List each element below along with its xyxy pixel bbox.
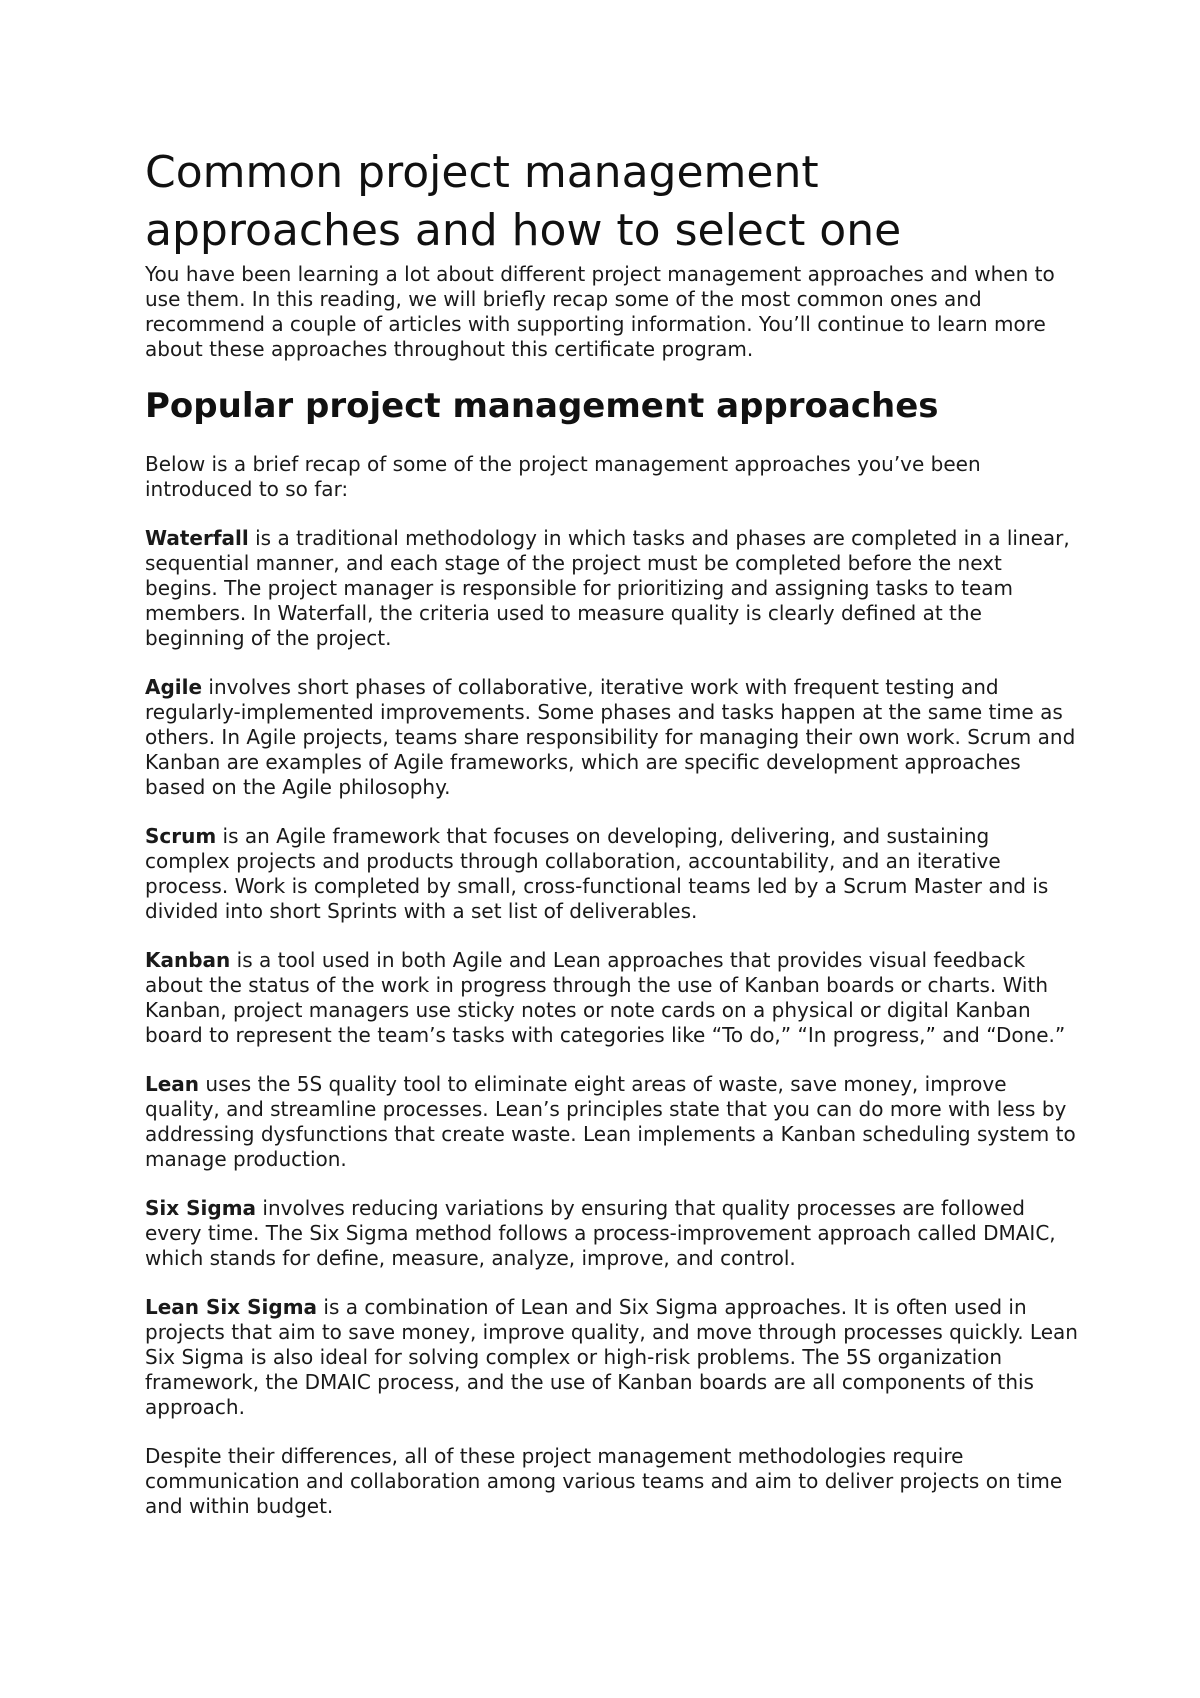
approach-description: involves short phases of collaborative, iterative work with frequent testing and regularly-implemented improvements. Some phases and tasks happen at the same time as others. In Agile projects, teams share responsibility for managing their own work. Scrum and Kanban are examples of Agile frameworks, which are specific development approaches based on the Agile philosophy. [145,675,1076,799]
approach-agile [145,675,1080,800]
section-heading: Popular project management approaches [145,386,939,426]
approach-list [145,526,1080,1420]
approach-lean [145,1072,1080,1172]
approach-term: Scrum [145,824,217,848]
approach-kanban [145,948,1080,1048]
intro-paragraph: You have been learning a lot about different project management approaches and when to use them. In this reading, we will briefly recap some of the most common ones and recommend a couple of articles with supporting information. You’ll continue to learn more about these approaches throughout this certificate program. [145,262,1055,361]
approach-description: involves reducing variations by ensuring that quality processes are followed every time. The Six Sigma method follows a process-improvement approach called DMAIC, which stands for define, measure, analyze, improve, and control. [145,1196,1056,1270]
approach-description: is an Agile framework that focuses on developing, delivering, and sustaining complex projects and products through collaboration, accountability, and an iterative process. Work is completed by small, cross-functional teams led by a Scrum Master and is divided into short Sprints with a set list of deliverables. [145,824,1049,923]
approach-lean-six-sigma [145,1295,1080,1420]
approach-term: Kanban [145,948,231,972]
approach-waterfall [145,526,1080,651]
approach-term: Agile [145,675,203,699]
approach-term: Lean [145,1072,200,1096]
approach-term: Waterfall [145,526,249,550]
approach-description: is a traditional methodology in which tasks and phases are completed in a linear, sequential manner, and each stage of the project must be completed before the next begins. The project manager is responsible for prioritizing and assigning tasks to team members. In Waterfall, the criteria used to measure quality is clearly defined at the beginning of the project. [145,526,1070,650]
approach-term: Six Sigma [145,1196,257,1220]
approach-description: uses the 5S quality tool to eliminate eight areas of waste, save money, improve quality, and streamline processes. Lean’s principles state that you can do more with less by addressing dysfunctions that create waste. Lean implements a Kanban scheduling system to manage production. [145,1072,1076,1171]
approach-description: is a tool used in both Agile and Lean approaches that provides visual feedback about the status of the work in progress through the use of Kanban boards or charts. With Kanban, project managers use sticky notes or note cards on a physical or digital Kanban board to represent the team’s tasks with categories like “To do,” “In progress,” and “Done.” [145,948,1066,1047]
document-title: Common project management approaches and how to select one [145,147,902,256]
approach-scrum [145,824,1080,924]
approach-term: Lean Six Sigma [145,1295,318,1319]
document-body [145,144,1080,1519]
approach-six-sigma [145,1196,1080,1271]
approach-description: is a combination of Lean and Six Sigma approaches. It is often used in projects that aim to save money, improve quality, and move through processes quickly. Lean Six Sigma is also ideal for solving complex or high-risk problems. The 5S organization framework, the DMAIC process, and the use of Kanban boards are all components of this approach. [145,1295,1078,1419]
closing-paragraph: Despite their differences, all of these project management methodologies require communication and collaboration among various teams and aim to deliver projects on time and within budget. [145,1444,1063,1518]
lead-paragraph: Below is a brief recap of some of the project management approaches you’ve been introduced to so far: [145,452,981,501]
